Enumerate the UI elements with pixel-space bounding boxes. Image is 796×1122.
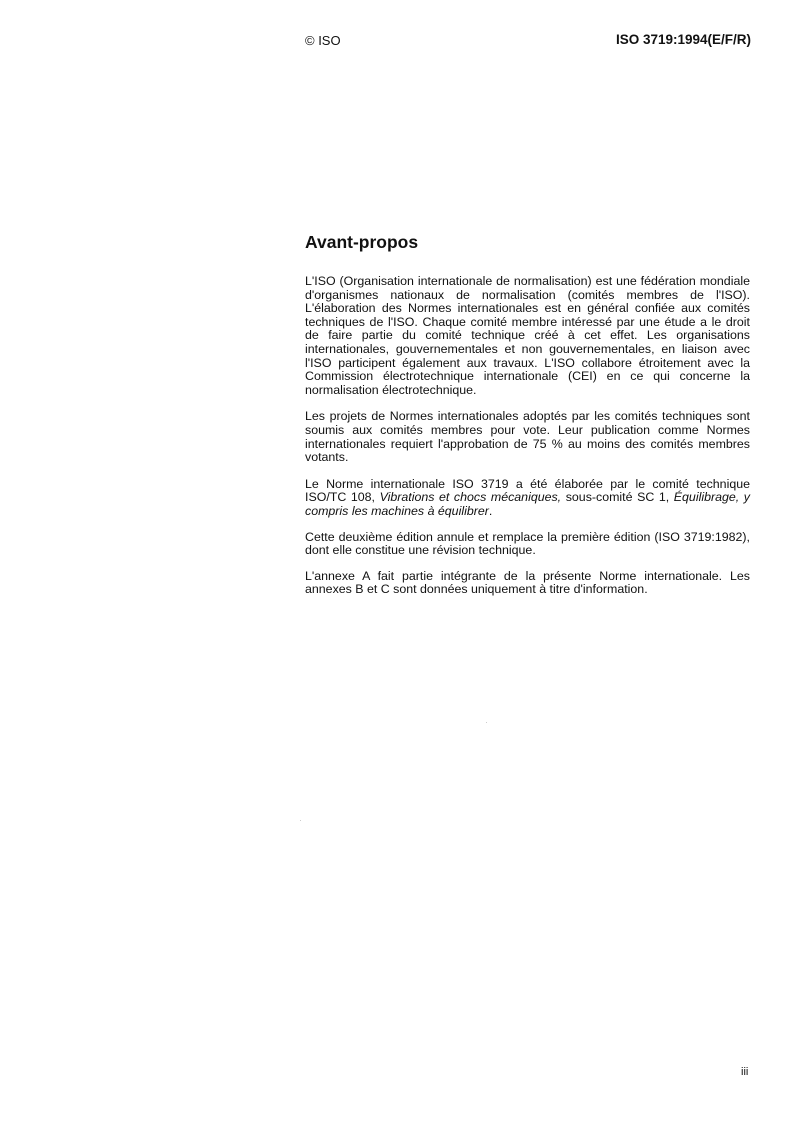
paragraph-annexes: L'annexe A fait partie intégrante de la présente Norme internationale. Les annexes B et C sont données uniquement à titre d'information. <box>305 568 750 597</box>
committee-title: Vibrations et chocs mécaniques, <box>379 490 562 505</box>
section-title: Avant-propos <box>305 232 419 252</box>
subcommittee-title: Équilibrage, y compris les machines à équilibrer <box>305 490 750 518</box>
paragraph-committee <box>305 478 750 519</box>
scan-speck <box>300 820 301 821</box>
scan-speck <box>486 722 487 723</box>
standard-identifier: ISO 3719:1994(E/F/R) <box>615 32 751 47</box>
foreword-body <box>305 275 750 610</box>
committee-text-after: . <box>488 503 493 518</box>
committee-text-before: Le Norme internationale ISO 3719 a été élaborée par le comité technique ISO/TC 108, <box>305 476 750 505</box>
paragraph-voting: Les projets de Normes internationales adoptés par les comités techniques sont soumis aux comités membres pour vote. Leur publication comme Normes internationales requiert l'approbation de 75 % au moins des comités membres votants. <box>305 409 750 465</box>
paragraph-edition: Cette deuxième édition annule et remplace la première édition (ISO 3719:1982), dont elle constitue une révision technique. <box>305 529 750 558</box>
copyright-notice: © ISO <box>305 33 341 48</box>
committee-text-middle: sous-comité SC 1, <box>561 490 674 505</box>
page-number: iii <box>741 1066 749 1078</box>
paragraph-iso-overview: L'ISO (Organisation internationale de normalisation) est une fédération mondiale d'organismes nationaux de normalisation (comités membres de l'ISO). L'élaboration des Normes internationales est en général confiée aux comités techniques de l'ISO. Chaque comité membre intéressé par une étude a le droit de faire partie du comité technique créé à cet effet. Les organisations internationales, gouvernementales et non gouvernementales, en liaison avec l'ISO participent également aux travaux. L'ISO collabore étroitement avec la Commission électrotechnique internationale (CEI) en ce qui concerne la normalisation électrotechnique. <box>305 274 750 397</box>
